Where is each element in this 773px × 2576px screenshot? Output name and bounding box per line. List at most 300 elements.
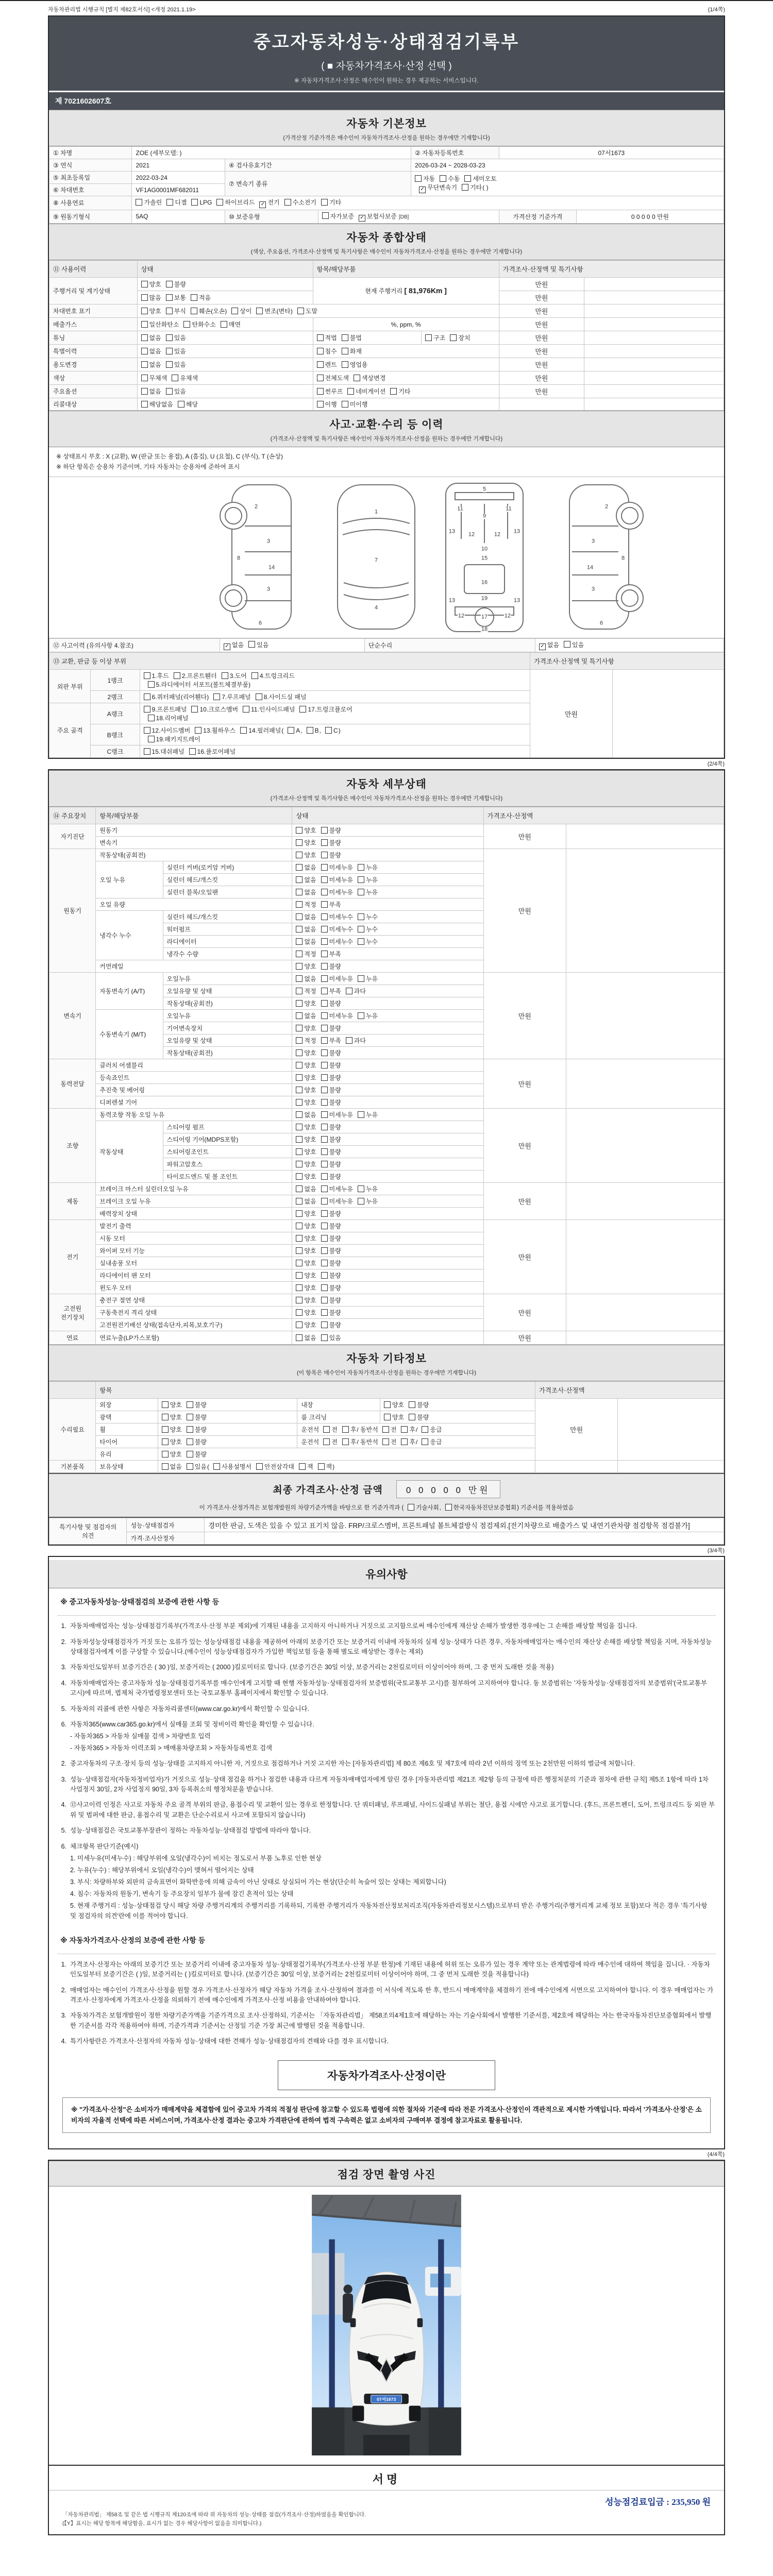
signature-section [49,2465,724,2534]
checkbox-label: 네비게이션 [356,388,386,395]
checkbox [321,913,328,920]
panel-number-6: 6 [258,620,262,626]
cell: 제동 [49,1183,96,1220]
checkbox-label: 있음 [329,1334,341,1342]
checkbox [321,1124,328,1130]
notice-item [58,1704,715,1714]
regulation-note: 자동차관리법 시행규칙 [별지 제82호서식] <개정 2021.1.19> [48,7,196,13]
checkbox-label: 불량 [329,1025,341,1032]
notice-number: 5. [61,1827,66,1835]
cell: ⑧ 사용연료 [49,196,132,210]
checkbox [162,1463,169,1470]
notice-text: 체크항목 판단기준(예시) 1. 미세누유(미세누수) : 해당부위에 오일(냉각수)이 비치는 정도로서 부품 노후로 인한 현상 2. 누유(누수) : 해당부위에서 오일(냉각수)이 맺혀서 떨어지는 상태 3. 부식: 차량하부와 외판의 금속표면이 화학반응에 의해 금속이 아닌 상태로 상실되어 가는 현상(단순히 녹슬어 있는 상태는 제외합니다) 4. 침수: 자동차의 원동기, 변속기 등 주요장치 일부가 물에 잠긴 흔적이 있는 상태 5. 현재 주행거리 : 성능·상태점검 당시 해당 차량 주행거리계의 주행거리를 기록하되, 기록한 주행거리가 자동차전산정보처리조직(자동차관리정보시스템)으로부터 받은 주행거리(주행거리계 교체 정보 포함)보다 적은 경우 '특기사항 및 점검자의 의견'란에 이를 적어야 합니다. [70,1842,715,1921]
checkbox [195,727,201,734]
checkbox-label: 불량 [329,1260,341,1267]
checkbox [162,1414,169,1420]
checkbox-label: 없음 [149,334,161,342]
notice-item [58,2037,715,2046]
checkbox [321,1297,328,1303]
panel-number-3: 3 [266,538,271,545]
checkbox [148,681,155,688]
checkbox-cell [292,1022,483,1035]
checkbox-label: 유채색 [180,375,198,382]
checkbox [321,1309,328,1316]
checkbox-label: 있음 [174,361,186,368]
detail-state-table-grid [49,807,724,1345]
checkbox-label: 없음 [170,1463,182,1471]
checkbox-label: 양호 [170,1451,182,1459]
text: 이 가격조사·산정가격은 보험개발원의 차량기준가액을 바탕으로 한 기준가격과 ( [199,1505,404,1512]
checkbox-checked [359,215,365,222]
checkbox-label: 부족 [329,951,341,958]
checkbox [422,1426,428,1433]
checkbox [162,1401,169,1408]
checkbox [296,1260,303,1266]
checkbox [321,827,328,834]
checkbox [358,1198,364,1205]
checkbox [251,672,258,679]
section-title: 자동차 기본정보 [346,118,427,130]
checkbox [321,1000,328,1007]
page-2 [48,769,725,1546]
checkbox [342,361,348,368]
checkbox-label: 상이 [240,308,252,315]
checkbox-label: 미이행 [349,401,368,408]
checkbox-label: 불량 [329,1136,341,1144]
checkbox-label: 전 [390,1426,397,1434]
checkbox-label: 불량 [194,1414,207,1421]
checkbox [256,308,263,314]
cell: ④ 검사유효기간 [225,159,411,172]
checkbox [321,1074,328,1081]
checkbox-cell [292,1096,483,1109]
checkbox [191,308,197,314]
checkbox [296,1025,303,1031]
cell: 동력조향 작동 오일 누유 [96,1109,292,1121]
checkbox-label: 있음 [174,334,186,342]
checkbox-label: 양호 [170,1426,182,1434]
checkbox [296,1111,303,1118]
checkbox [141,321,148,328]
checkbox-cell [137,358,313,371]
checkbox-label: 불량 [329,1309,341,1317]
checkbox-label: 누유 [365,975,378,983]
checkbox-cell [158,1411,297,1423]
page-marker-3: (3/4쪽) [707,1548,725,1554]
checkbox-label: 양호 [392,1414,405,1421]
checkbox [342,1438,349,1445]
checkbox [321,1148,328,1155]
cell [566,849,724,973]
cell: 외판 부위 [49,670,91,703]
cell: 냉각수 누수 [96,911,163,960]
notice-item [58,1663,715,1672]
checkbox [382,1438,389,1445]
text: / [416,1438,418,1446]
cell: 2022-03-24 [132,172,225,184]
checkbox [136,199,142,206]
checkbox-label: 10.크로스멤버 [199,706,239,714]
checkbox-label: 수동 [448,175,460,183]
notice-item [58,2011,715,2031]
checkbox-cell [313,398,499,411]
panel-number-16: 16 [481,579,488,586]
cell: ⑤ 최초등록일 [49,172,132,184]
checkbox-label: 훼손(오손) [198,308,227,315]
checkbox [141,308,148,314]
text: / 동반석 [357,1438,378,1446]
cell [566,1183,724,1220]
checkbox [221,321,227,328]
checkbox [318,1463,325,1470]
checkbox-label: 썬루프 [325,388,343,395]
checkbox-label: 자가보증 [330,212,354,220]
cell: 오일누유 [163,973,292,985]
checkbox-cell [137,291,313,304]
cell: 만원 [483,1331,566,1345]
cell: 리콜대상 [49,398,138,411]
checkbox [321,926,328,933]
checkbox [144,706,150,713]
cell: ① 차명 [49,147,132,159]
cell: 만원 [499,371,584,385]
checkbox-label: 불량 [329,839,341,847]
text: 운전석 [301,1438,320,1446]
overall-state-table [49,260,724,411]
checkbox-cell [292,948,483,960]
panel-number-11: 11 [506,505,512,512]
cell [584,371,724,385]
checkbox-label: 누수 [365,913,378,921]
checkbox [342,1426,349,1433]
checkbox [191,199,198,206]
final-price-note [49,1501,724,1518]
section-title: 자동차 종합상태 [346,232,427,244]
checkbox [321,1198,328,1205]
notice-text: 자동차의 리콜에 관한 사항은 자동차리콜센터(www.car.go.kr)에서 확인할 수 있습니다. [70,1705,310,1713]
checkbox-label: 누유 [365,1111,378,1119]
checkbox [321,1284,328,1291]
checkbox [189,748,196,755]
notice-text: 매매업자는 매수인이 가격조사·산정을 원할 경우 가격조사·산정자가 해당 자동차 가격을 조사·산정하여 결과를 이 서식에 적도록 한 후, 반드시 매매계약을 체결하기 전에 매수인에게 서면으로 고지하여야 합니다. 이 경우 매매업자는 가격조사·산정자에게 가격조사·산정을 의뢰하기 전에 매수인에게 가격조사·산정 비용을 안내하여야 합니다. [70,1986,714,2004]
checkbox [321,1321,328,1328]
notices-subhead-1: ※ 중고자동차성능·상태점검의 보증에 관한 사항 등 [57,1588,716,1616]
checkbox-label: 불량 [329,1000,341,1008]
checkbox-label: 누유 [365,876,378,884]
definition-box-text: ※ "가격조사·산정"은 소비자가 매매계약을 체결함에 있어 중고차 가격의 적절성 판단에 참고할 수 있도록 법령에 의한 절차와 기준에 따라 전문 가격조사·산정인이 객관적으로 제시한 가액입니다. 따라서 '가격조사·산정'은 소비자의 자율적 선택에 따른 서비스이며, 가격조사·산정 결과는 중고차 가격판단에 관하여 법적 구속력은 없고 소비자의 구매여부 결정에 참고자료로 활용됩니다. [62,2097,711,2133]
checkbox-label: 불량 [174,281,186,288]
inspector-opinion-table-grid [49,1518,724,1545]
checkbox-label: 후 [350,1426,357,1434]
cell [499,398,584,411]
checkbox [296,1210,303,1217]
final-price-band [49,1473,724,1501]
checkbox-label: 8.사이드실 패널 [263,693,307,701]
panel-number-12: 12 [458,613,465,619]
cell: 윈도우 모터 [96,1282,292,1294]
cell: 만원 [499,331,584,345]
checkbox [187,1414,193,1420]
checkbox [231,308,238,314]
checkbox-label: 없음 [149,348,161,355]
checkbox [296,852,303,858]
notice-item [58,1720,715,1753]
cell [584,385,724,398]
cell: 변속기 [96,837,292,849]
section-title: 사고·교환·수리 등 이력 [329,419,444,431]
checkbox [296,1334,303,1341]
checkbox-label: 양호 [304,1260,316,1267]
inspection-fee: 성능점검료입금 : 235,950 원 [604,2497,711,2507]
cell: 배력장치 상태 [96,1208,292,1220]
panel-number-6: 6 [599,620,603,626]
checkbox-cell [422,331,499,345]
notice-text: 중고자동차의 구조·장치 등의 성능·상태를 고지하지 아니한 자, 거짓으로 점검하거나 거짓 고지한 자는 [자동차관리법] 제 80조 제6호 및 제7호에 따라 2년 이하의 징역 또는 2천만원 이하의 벌금에 처합니다. [70,1760,635,1768]
page-marker-2: (2/4쪽) [707,761,725,768]
cell: %, ppm, % [313,318,499,331]
checkbox [148,736,155,742]
checkbox-label: 양호 [304,1284,316,1292]
checkbox [288,727,294,734]
cell: 작동상태(공회전) [163,997,292,1010]
checkbox-cell [292,997,483,1010]
fine-print-line-2: (【Y】표시는 해당 항목에 해당함을, 표시가 없는 경우 해당사항이 없음을 의미합니다.) [62,2520,262,2527]
checkbox-label: 16.플로어패널 [197,748,236,756]
checkbox [166,199,173,206]
checkbox-label: 양호 [304,1210,316,1218]
notice-item [58,1960,715,1980]
checkbox-label: 양호 [304,1000,316,1008]
checkbox-label: 침수 [325,348,337,355]
notice-text: 성능·상태점검자(자동차정비업자)가 거짓으로 성능·상태 점검을 하거나 점검한 내용과 다르게 자동차매매업자에게 알린 경우 [자동차관리법 제21조 제2항 등의 규정에 따른 행정처분의 기준과 절차에 관한 규칙] 제5조 1항에 따라 1차 사업정지 30일, 2차 사업정지 90일, 3차 등록취소의 행정처분을 받습니다. [70,1775,709,1793]
checkbox [296,1297,303,1303]
checkbox-label: 디젤 [175,199,187,206]
text: ) [332,1463,335,1471]
cell: A랭크 [91,703,140,724]
checkbox-label: 불량 [329,1247,341,1255]
checkbox-label: 구조 [433,334,446,342]
checkbox [162,1451,169,1458]
checkbox-label: 양호 [304,1074,316,1082]
checkbox [358,913,364,920]
basic-info-table [49,146,724,224]
panel-number-3: 3 [266,586,271,592]
checkbox [317,401,324,408]
checkbox-label: 불량 [329,963,341,971]
checkbox-cell [292,1257,483,1269]
checkbox-label: 과다 [354,988,366,995]
checkbox [358,975,364,982]
checkbox-label: 양호 [304,963,316,971]
checkbox [342,348,348,354]
checkbox-label: 이행 [325,401,337,408]
panel-number-14: 14 [586,564,594,571]
checkbox-label: 불량 [194,1426,207,1434]
cell: ⑫ 사고이력 (유의사항 4.참조) [49,638,220,652]
section-inspection-photo [49,2161,724,2187]
cell: 작동상태 [96,1121,163,1183]
checkbox [358,1111,364,1118]
checkbox-label: 기타 [329,199,342,206]
cell [49,1382,96,1399]
checkbox [317,388,324,395]
checkbox-label: 불량 [329,1124,341,1131]
notice-item [58,1842,715,1921]
text: 운전석 [301,1426,320,1434]
checkbox-label: 양호 [304,1087,316,1094]
checkbox-cell [137,385,313,398]
checkbox-cell [292,1109,483,1121]
cell: 타이어 [96,1436,158,1448]
checkbox [317,361,324,368]
checkbox-label: C [333,727,338,735]
panel-number-8: 8 [621,555,625,562]
checkbox-cell [292,1294,483,1307]
notices-list-3 [57,1960,716,2047]
cell: 단순수리 [364,638,535,652]
checkbox-cell [158,1423,297,1436]
checkbox-label: 불량 [194,1451,207,1459]
legend-line-1: ※ 상태표시 부호 : X (교환), W (판금 또는 용접), A (흠집), U (요철), C (부식), T (손상) [56,453,283,460]
panel-number-17: 17 [481,614,488,620]
inspection-photo-image [311,2195,462,2455]
checkbox-label: 미세누유 [329,864,353,872]
notice-number: 1. [61,1622,66,1630]
checkbox [296,1049,303,1056]
checkbox-label: 없음 [304,1012,316,1020]
checkbox [321,199,328,206]
checkbox [191,706,198,713]
cell: 광택 [96,1411,158,1423]
checkbox-label: 양호 [170,1414,182,1421]
checkbox-label: 미세누유 [329,975,353,983]
checkbox-label: 7.루프패널 [222,693,251,701]
panel-number-9: 9 [482,513,486,519]
checkbox [296,1012,303,1019]
checkbox-cell [313,278,499,304]
panel-rank-table [49,652,724,758]
text: / 동반석 [357,1426,378,1434]
cell: 변속기 [49,973,96,1059]
checkbox-cell [292,985,483,997]
cell: 와이퍼 모터 기능 [96,1245,292,1257]
cell: 만원 [483,1109,566,1183]
cell: 색상 [49,371,138,385]
notice-subline: - 자동차365 > 자동차 실매물 검색 > 차량번호 입력 [70,1733,211,1740]
checkbox-label: 없음 [304,938,316,946]
checkbox [358,1185,364,1192]
text: [DB] [398,214,409,220]
cell: 1랭크 [91,670,140,691]
document-subtitle: ( ■ 자동차가격조사·산정 선택 ) [321,61,452,72]
checkbox [296,1136,303,1143]
notices-subhead-2: ※ 자동차가격조사·산정의 보증에 관한 사항 등 [57,1927,716,1954]
cell: 추진축 및 베어링 [96,1084,292,1096]
inspector-opinion-table [49,1518,724,1545]
checkbox [166,348,173,354]
section-misc-info [49,1345,724,1381]
checkbox-label: 양호 [304,1235,316,1243]
checkbox [296,938,303,945]
cell: 만원 [535,1399,617,1461]
checkbox [187,1401,193,1408]
checkbox [450,334,457,341]
checkbox [296,1062,303,1069]
checkbox [321,938,328,945]
notice-subline: 5. 현재 주행거리 : 성능·상태점검 당시 해당 차량 주행거리계의 주행거리를 기록하되, 기록한 주행거리가 자동차전산정보처리조직(자동차관리정보시스템)으로부터 받은 주행거리(주행거리계 교체 정보 포함)보다 적은 경우 '특기사항 및 점검자의 의견'란에 이를 적어야 합니다. [70,1902,708,1920]
checkbox-label: 미세누유 [329,876,353,884]
panel-number-13: 13 [448,597,456,604]
cell: 상태 [137,261,313,278]
cell: 충전구 절연 상태 [96,1294,292,1307]
cell: 기어변속장치 [163,1022,292,1035]
cell: 만원 [530,670,612,758]
notice-text: 가격조사·산정자는 아래의 보증기간 또는 보증거리 이내에 중고자동차 성능·상태점검기록부(가격조사·산정 부분 한정)에 기재된 내용에 허위 또는 오류가 있는 경우 계약 또는 관계법령에 따라 매수인에 대하여 책임을 집니다. · 자동차인도일부터 보증기간은 ( )일, 보증거리는 ( )킬로미터로 합니다. (보증기간은 30일 이상, 보증거리는 2천킬로미터 이상이어야 하며, 그 중 먼저 도래한 것을 적용합니다) [70,1960,710,1978]
checkbox-label: 13.휠하우스 [203,727,236,735]
notice-item [58,1679,715,1699]
checkbox [166,334,173,341]
checkbox [296,1185,303,1192]
cell [535,1461,617,1473]
checkbox-label: 6.쿼터패널(리어휀다) [152,693,209,701]
checkbox [321,1223,328,1229]
checkbox-cell [137,318,313,331]
checkbox-cell [292,973,483,985]
checkbox [321,852,328,858]
checkbox [346,1037,352,1044]
notice-text: 자동차가격은 보험개발원이 정한 차량기준가액을 기준가격으로 조사·산정하되, 기준서는 「자동차관리법」 제58조의4제1호에 해당하는 자는 기술사회에서 발행한 기준서를, 제2호에 해당하는 자는 한국자동차진단보증협회에서 발행한 기준서를 각각 적용하여야 하며, 기준가격과 기준서는 산정일 기준 가장 최근에 발행된 것을 적용합니다. [70,2012,712,2029]
cell: 동력전달 [49,1059,96,1109]
cell: 고전원전기배선 상태(접속단자,피복,보호기구) [96,1319,292,1331]
cell: B랭크 [91,724,140,745]
notice-item [58,1621,715,1631]
checkbox-cell [313,331,422,345]
cell: 룸 크리닝 [297,1411,380,1423]
checkbox-label: 없음 [304,864,316,872]
checkbox-label: 양호 [304,1223,316,1230]
checkbox-label: 12.사이드멤버 [152,727,191,735]
checkbox-label: 미세누수 [329,938,353,946]
checkbox-cell [313,371,499,385]
checkbox [462,184,468,191]
page-4 [48,2160,725,2535]
notice-text: 자동차인도일부터 보증기간은 ( 30 )일, 보증거리는 ( 2000 )킬로미터로 합니다. (보증기간은 30일 이상, 보증거리는 2천킬로미터 이상이어야 하며, 그 중 먼저 도래한 것을 적용) [70,1664,554,1671]
checkbox [358,926,364,933]
checkbox [445,1504,452,1511]
checkbox [172,375,178,381]
cell: ⑩ 보증유형 [225,210,318,224]
text: ( [281,727,284,735]
checkbox [321,1025,328,1031]
checkbox [141,401,148,408]
cell: 스티어링 기어(MDPS포함) [163,1133,292,1146]
section-overall-state [49,224,724,260]
checkbox-label: 기타 [470,184,482,192]
checkbox-label: 없음 [304,876,316,884]
checkbox-label: 양호 [304,1148,316,1156]
inspector-opinion: 경미한 판금, 도색은 있을 수 있고 표기치 않음. FRP/크로스멤버, 프론트패널 볼트체결방식 점검제외.[전기차량으로 배출가스 및 내연기관차량 점검항목 점검불가] [204,1518,724,1532]
checkbox [354,375,360,381]
checkbox-label: 세미오토 [473,175,497,183]
checkbox-cell [292,936,483,948]
final-price-label: 최종 가격조사·산정 금액 [273,1485,383,1496]
notice-subline: 2. 누유(누수) : 해당부위에서 오일(냉각수)이 맺혀서 떨어지는 상태 [70,1866,254,1874]
checkbox-cell [292,824,483,837]
checkbox [284,199,291,206]
checkbox-label: 양호 [304,839,316,847]
cell: 유리 [96,1448,158,1461]
section-note: (가격조사·산정액 및 특기사항은 매수인이 자동차가격조사·산정을 원하는 경우에만 기재합니다) [270,436,503,442]
